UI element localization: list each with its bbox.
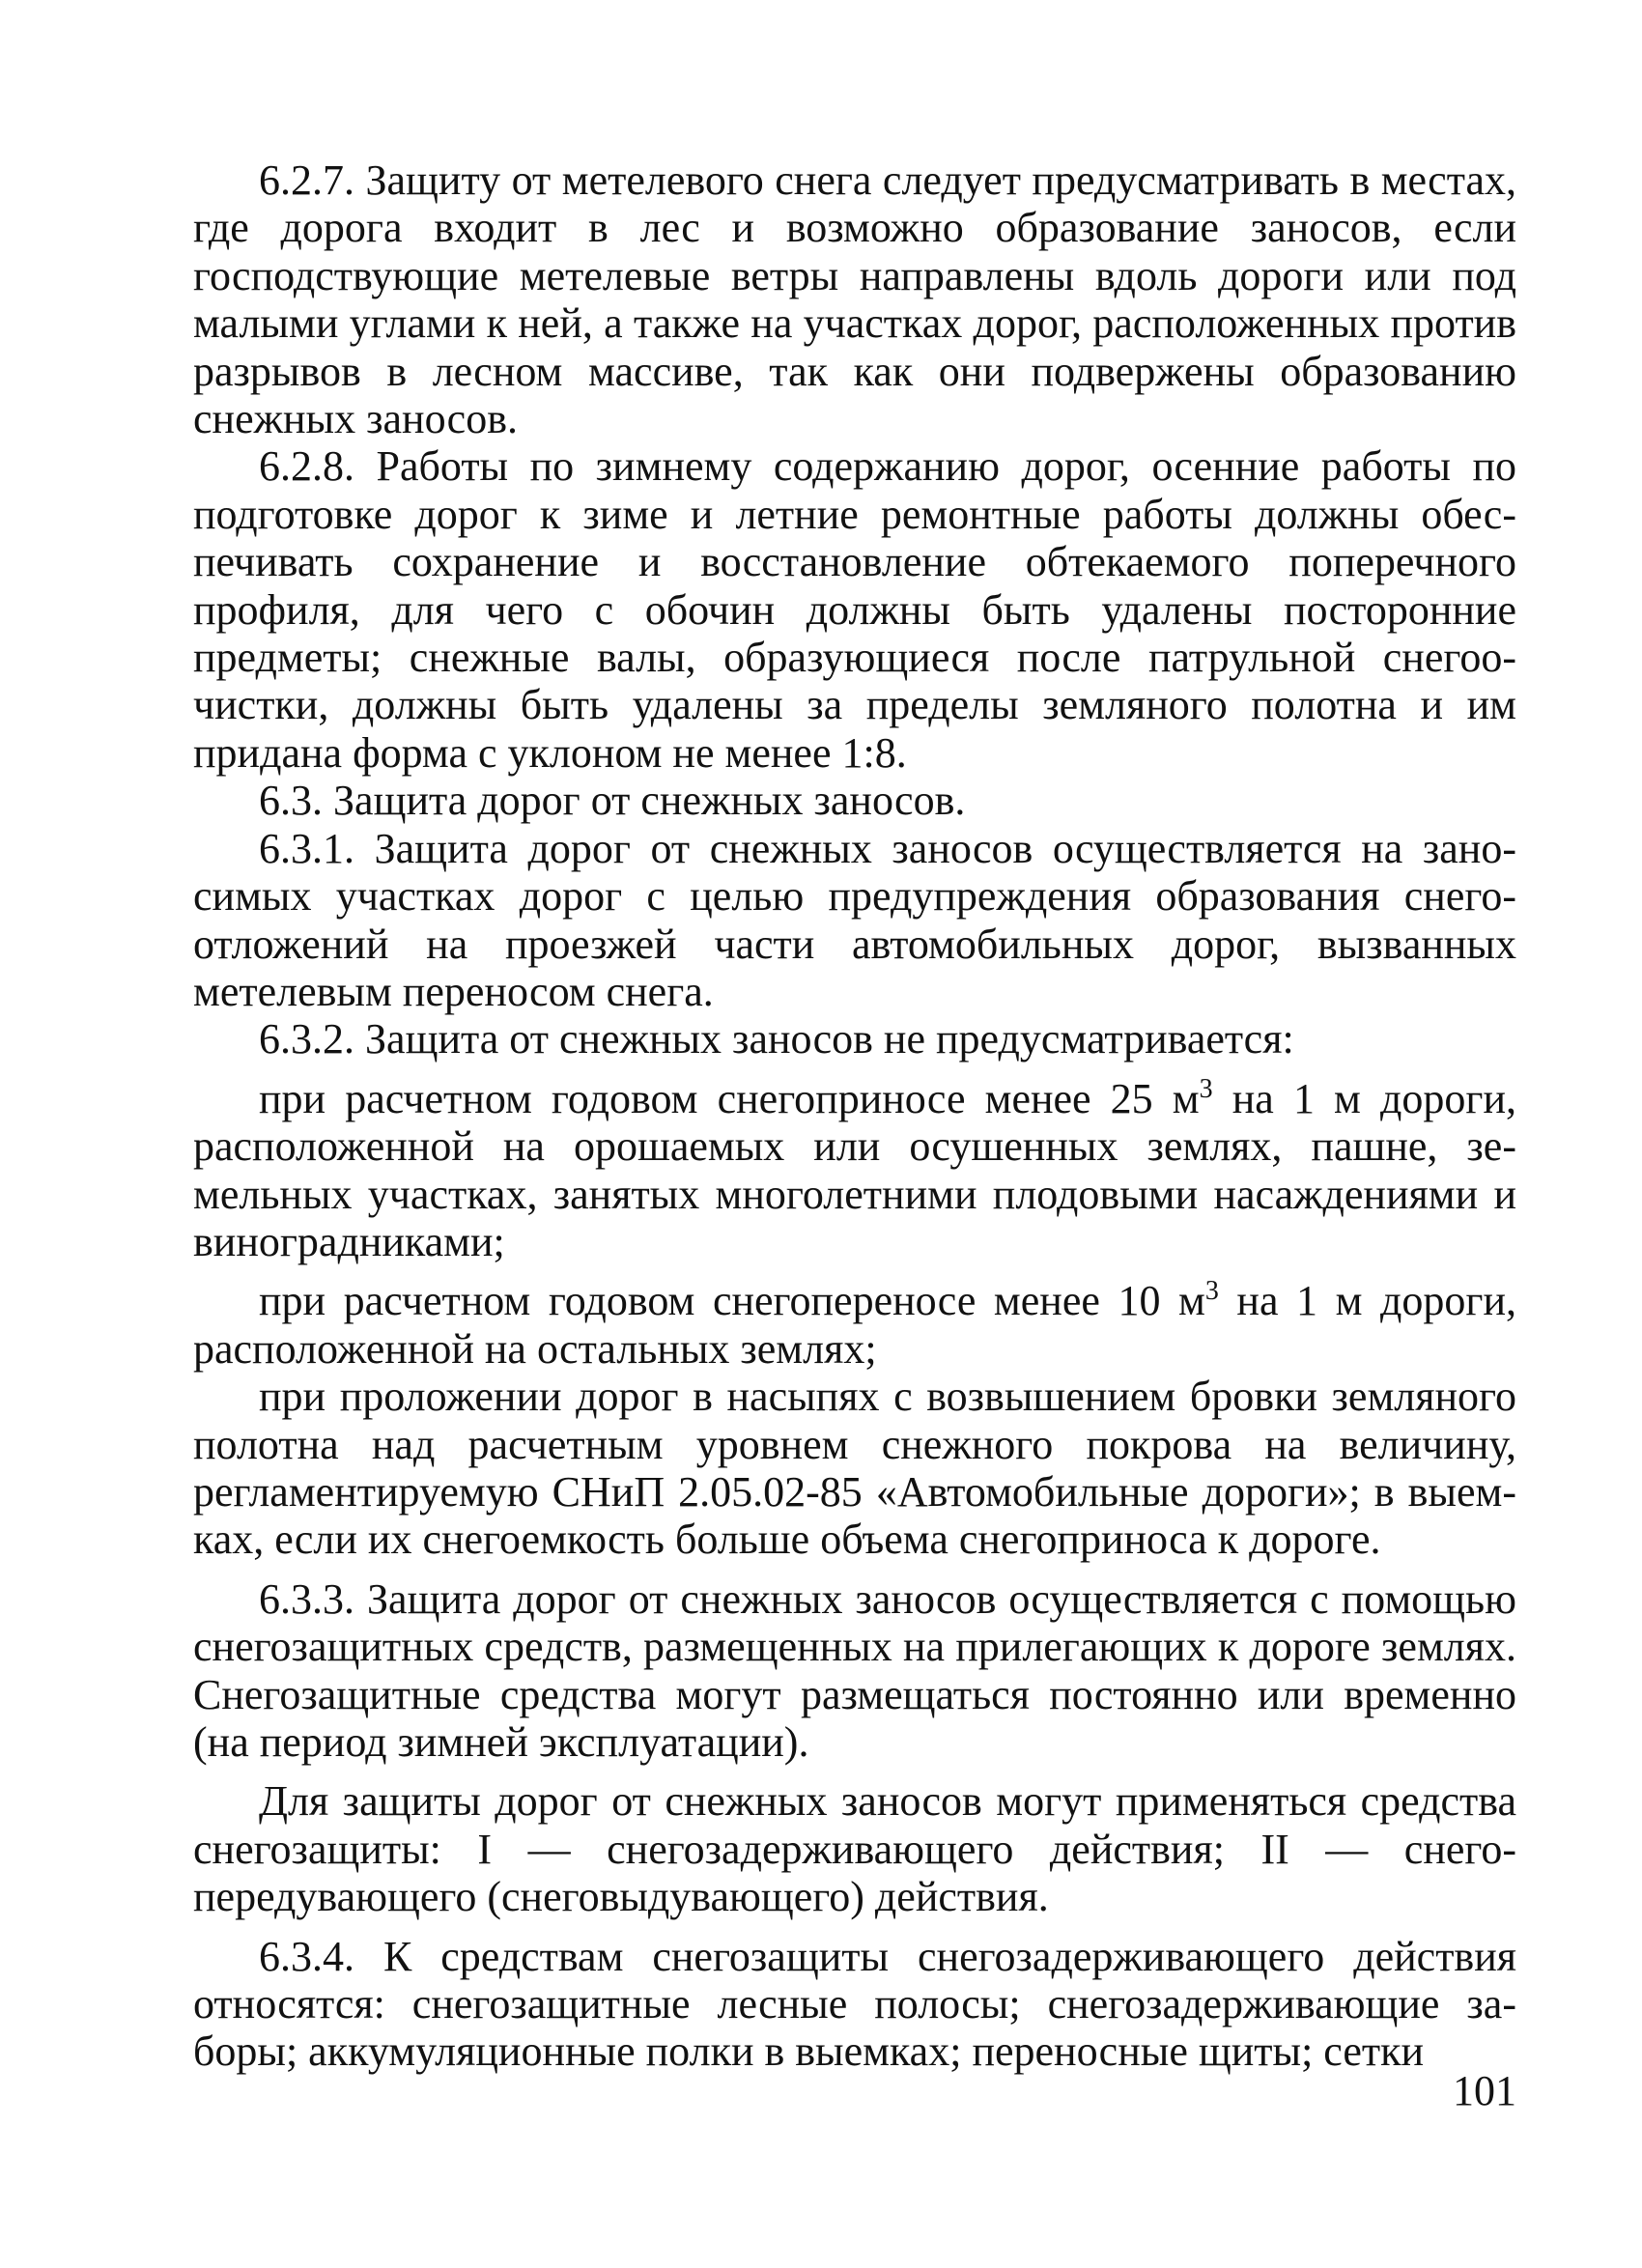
item-1-text-before: при расчетном годовом снегоприносе менее 25 м [259, 1074, 1200, 1122]
paragraph-6-3-3: 6.3.3. Защита дорог от снежных заносов осуществляется с помощью снегозащитных средств, размещенных на прилегающих к дороге землях. Снегозащитные средства могут размещаться постоянно или временно (на период зимней эксплуатации). [193, 1574, 1516, 1766]
body-text [193, 156, 1516, 2076]
paragraph-6-3-2-item-1 [193, 1075, 1516, 1266]
page-number: 101 [1453, 2067, 1516, 2114]
paragraph-6-2-7: 6.2.7. Защиту от метелевого снега следует предусматривать в местах, где дорога входит в лес и возможно образование заносов, если господствующие метелевые ветры направлены вдоль дороги или под малыми углами к ней, а также на участках дорог, расположенных против разрывов в лесном массиве, так как они подвержены образованию снежных заносов. [193, 156, 1516, 443]
item-1-text-after: на 1 м дороги, расположенной на орошаемых или осушенных землях, пашне, земельных участках, занятых многолетними плодовыми насаждениями и виноградниками; [193, 1074, 1516, 1265]
item-2-text-after: на 1 м дороги, расположенной на остальных землях; [193, 1277, 1517, 1373]
paragraph-6-3-2-item-2 [193, 1277, 1516, 1373]
paragraph-6-3-2-item-3: при проложении дорог в насыпях с возвышением бровки земляного полотна над расчетным уровнем снежного покрова на величину, регламентируемую СНиП 2.05.02-85 «Автомобильные дороги»; в выемках, если их снегоемкость больше объема снегоприноса к дороге. [193, 1373, 1516, 1564]
paragraph-6-3-2: 6.3.2. Защита от снежных заносов не предусматривается: [259, 1015, 1294, 1063]
item-1-superscript: 3 [1199, 1073, 1213, 1104]
paragraph-6-3-1: 6.3.1. Защита дорог от снежных заносов осуществляется на заносимых участках дорог с целью предупреждения образования снегоотложений на проезжей части автомобильных дорог, вызванных метелевым переносом снега. [193, 824, 1516, 1015]
paragraph-6-3-3-continued: Для защиты дорог от снежных заносов могут применяться средства снегозащиты: I — снегозадерживающего действия; II — снегопередувающего (снеговыдувающего) действия. [193, 1777, 1516, 1921]
paragraph-6-3-4: 6.3.4. К средствам снегозащиты снегозадерживающего действия относятся: снегозащитные лесные полосы; снегозадерживающие заборы; аккумуляционные полки в выемках; переносные щиты; сетки [193, 1932, 1516, 2076]
paragraph-6-2-8: 6.2.8. Работы по зимнему содержанию дорог, осенние работы по подготовке дорог к зиме и летние ремонтные работы должны обеспечивать сохранение и восстановление обтекаемого поперечного профиля, для чего с обочин должны быть удалены посторонние предметы; снежные валы, образующиеся после патрульной снегоочистки, должны быть удалены за пределы земляного полотна и им придана форма с уклоном не менее 1:8. [193, 442, 1516, 777]
heading-6-3: 6.3. Защита дорог от снежных заносов. [259, 777, 966, 825]
item-2-text-before: при расчетном годовом снегопереносе менее 10 м [259, 1277, 1205, 1325]
item-2-superscript: 3 [1204, 1276, 1219, 1307]
